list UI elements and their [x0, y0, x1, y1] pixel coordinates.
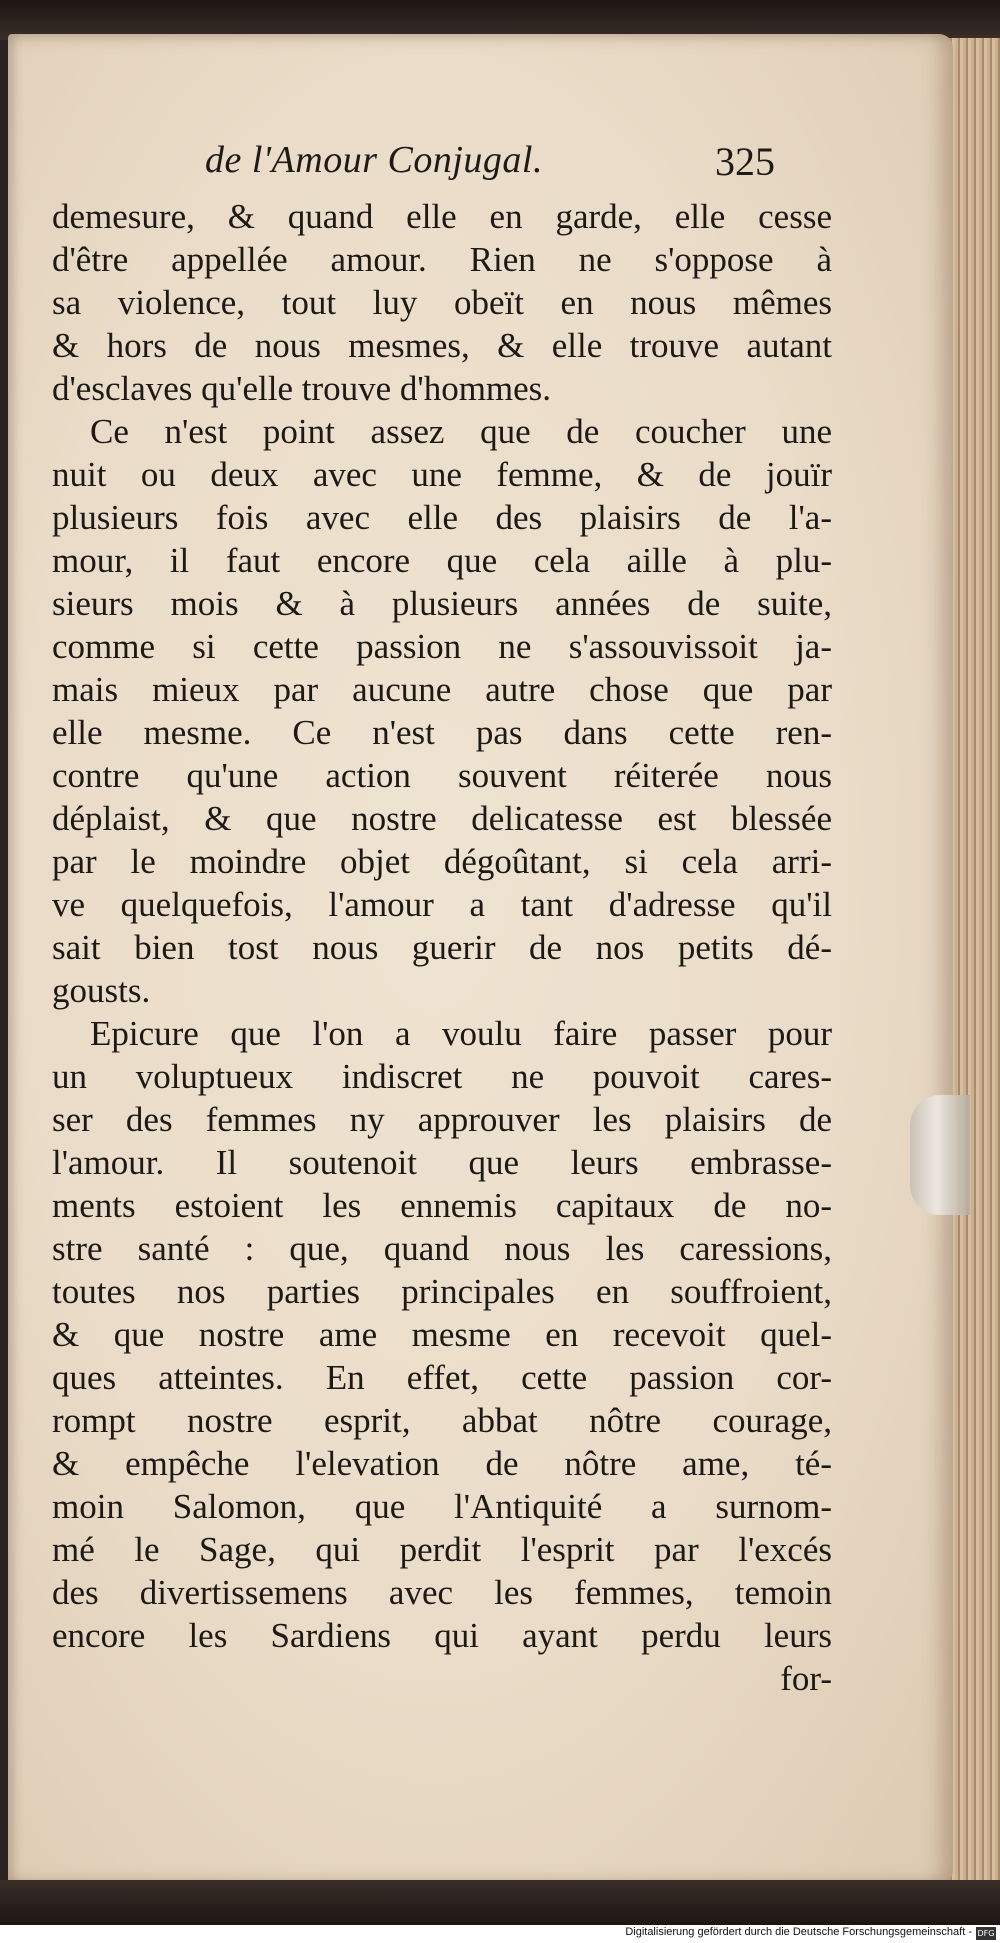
text-line: rompt nostre esprit, abbat nôtre courage,	[52, 1401, 832, 1440]
running-head	[0, 138, 1000, 198]
text-line: moin Salomon, que l'Antiquité a surnom-	[52, 1487, 832, 1526]
text-line: sa violence, tout luy obeït en nous mêmes	[52, 283, 832, 322]
text-line: par le moindre objet dégoûtant, si cela arri-	[52, 842, 832, 881]
dfg-logo: DFG	[977, 1929, 995, 1938]
text-line: & empêche l'elevation de nôtre ame, té-	[52, 1444, 832, 1483]
text-line: contre qu'une action souvent réiterée nous	[52, 756, 832, 795]
text-line: mé le Sage, qui perdit l'esprit par l'excés	[52, 1530, 832, 1569]
text-line: for-	[780, 1659, 832, 1698]
text-line: toutes nos parties principales en souffroient,	[52, 1272, 832, 1311]
body-text	[52, 195, 832, 1700]
text-line: & hors de nous mesmes, & elle trouve autant	[52, 326, 832, 365]
text-line: déplaist, & que nostre delicatesse est blessée	[52, 799, 832, 838]
text-line: demesure, & quand elle en garde, elle cesse	[52, 197, 832, 236]
page-clip	[910, 1095, 970, 1215]
page-number: 325	[715, 139, 775, 184]
text-line: nuit ou deux avec une femme, & de jouïr	[52, 455, 832, 494]
text-line: l'amour. Il soutenoit que leurs embrasse-	[52, 1143, 832, 1182]
text-line: mour, il faut encore que cela aille à plu-	[52, 541, 832, 580]
text-line: ve quelquefois, l'amour a tant d'adresse qu'il	[52, 885, 832, 924]
text-line: ques atteintes. En effet, cette passion cor-	[52, 1358, 832, 1397]
text-line: sait bien tost nous guerir de nos petits dé-	[52, 928, 832, 967]
text-line: d'esclaves qu'elle trouve d'hommes.	[52, 369, 552, 408]
text-line: Ce n'est point assez que de coucher une	[90, 412, 832, 451]
text-line: comme si cette passion ne s'assouvissoit ja-	[52, 627, 832, 666]
text-line: stre santé : que, quand nous les caressions,	[52, 1229, 832, 1268]
book-edge-bottom	[0, 1880, 1000, 1925]
text-line: encore les Sardiens qui ayant perdu leurs	[52, 1616, 832, 1655]
running-head-title: de l'Amour Conjugal.	[205, 139, 543, 181]
text-line: elle mesme. Ce n'est pas dans cette ren-	[52, 713, 832, 752]
text-line: ments estoient les ennemis capitaux de no-	[52, 1186, 832, 1225]
text-line: d'être appellée amour. Rien ne s'oppose à	[52, 240, 832, 279]
text-line: sieurs mois & à plusieurs années de suite,	[52, 584, 832, 623]
text-line: & que nostre ame mesme en recevoit quel-	[52, 1315, 832, 1354]
text-line: gousts.	[52, 971, 151, 1010]
digitization-footer	[0, 1925, 1000, 1943]
text-line: mais mieux par aucune autre chose que par	[52, 670, 832, 709]
page-stack-edge	[945, 38, 1000, 1888]
text-line: Epicure que l'on a voulu faire passer pour	[90, 1014, 832, 1053]
footer-credit: Digitalisierung gefördert durch die Deutsche Forschungsgemeinschaft -	[625, 1926, 972, 1938]
text-line: plusieurs fois avec elle des plaisirs de l'a-	[52, 498, 832, 537]
text-line: ser des femmes ny approuver les plaisirs de	[52, 1100, 832, 1139]
text-line: des divertissemens avec les femmes, temoin	[52, 1573, 832, 1612]
text-line: un voluptueux indiscret ne pouvoit cares-	[52, 1057, 832, 1096]
